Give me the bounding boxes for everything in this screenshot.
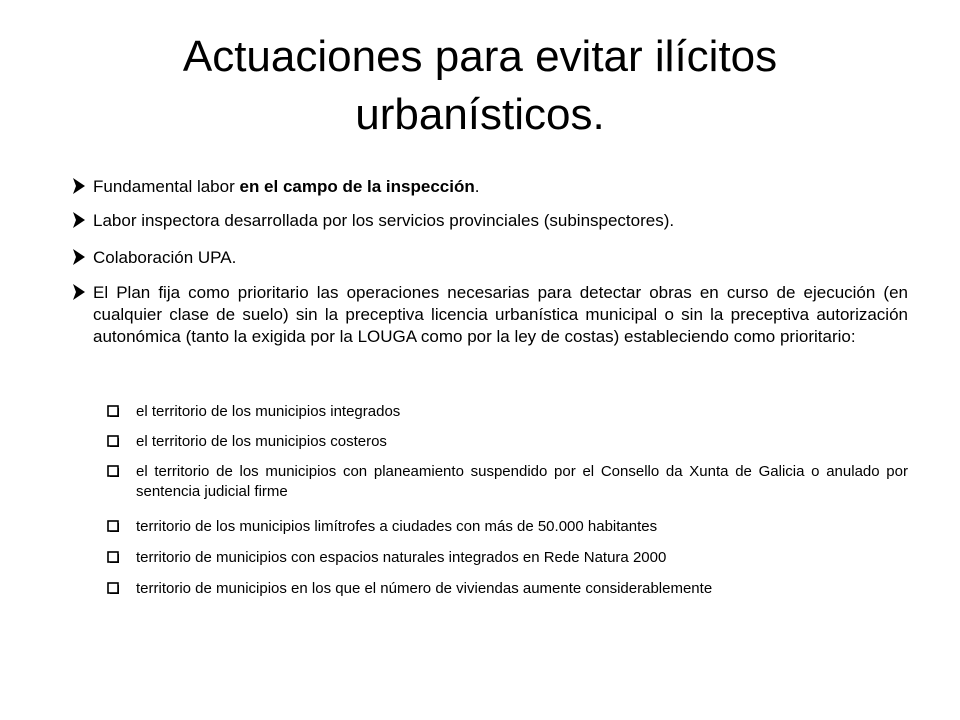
sub-bullet-item: [103, 548, 908, 568]
checkbox-bullet-icon: [107, 520, 119, 532]
sub-bullet-text: territorio de municipios en los que el número de viviendas aumente considerablemente: [136, 580, 713, 597]
sub-bullet-item: [103, 517, 908, 537]
arrow-bullet-icon: [72, 283, 86, 301]
bullet-item: [60, 247, 908, 269]
bullet-item: [60, 282, 908, 348]
bullet-item: [60, 210, 908, 232]
sub-bullet-item: [103, 432, 908, 452]
bullet-text: Colaboración UPA.: [93, 248, 237, 267]
checkbox-bullet-icon: [107, 551, 119, 563]
sub-bullet-text: el territorio de los municipios costeros: [136, 433, 387, 450]
title-line-1: Actuaciones para evitar ilícitos: [182, 32, 778, 81]
title-line-2: urbanísticos.: [355, 90, 605, 139]
sub-bullet-item: [103, 579, 908, 599]
sub-bullet-text: territorio de los municipios limítrofes a ciudades con más de 50.000 habitantes: [136, 518, 658, 535]
checkbox-bullet-icon: [107, 435, 119, 447]
checkbox-bullet-icon: [107, 405, 119, 417]
sub-bullet-text: territorio de municipios con espacios naturales integrados en Rede Natura 2000: [136, 549, 667, 566]
sub-bullet-text: el territorio de los municipios integrados: [136, 403, 401, 420]
bullet-item: [60, 176, 908, 198]
checkbox-bullet-icon: [107, 465, 119, 477]
sub-bullet-item: [103, 402, 908, 422]
arrow-bullet-icon: [72, 248, 86, 266]
sub-bullet-text: el territorio de los municipios con planeamiento suspendido por el Consello da Xunta de Galicia o anulado por sentencia judicial firme: [136, 463, 908, 500]
bullet-text: El Plan fija como prioritario las operaciones necesarias para detectar obras en curso de ejecución (en cualquier clase de suelo) sin la preceptiva licencia urbanística municipal o sin la preceptiva autorización autonómica (tanto la exigida por la LOUGA como por la ley de costas) estableciendo como prioritario:: [93, 283, 908, 346]
bullet-text: Fundamental labor en el campo de la inspección.: [93, 177, 480, 196]
arrow-bullet-icon: [72, 177, 86, 195]
slide-title: [60, 28, 900, 144]
checkbox-bullet-icon: [107, 582, 119, 594]
bullet-text: Labor inspectora desarrollada por los servicios provinciales (subinspectores).: [93, 211, 675, 230]
arrow-bullet-icon: [72, 211, 86, 229]
sub-bullet-item: [103, 462, 908, 502]
